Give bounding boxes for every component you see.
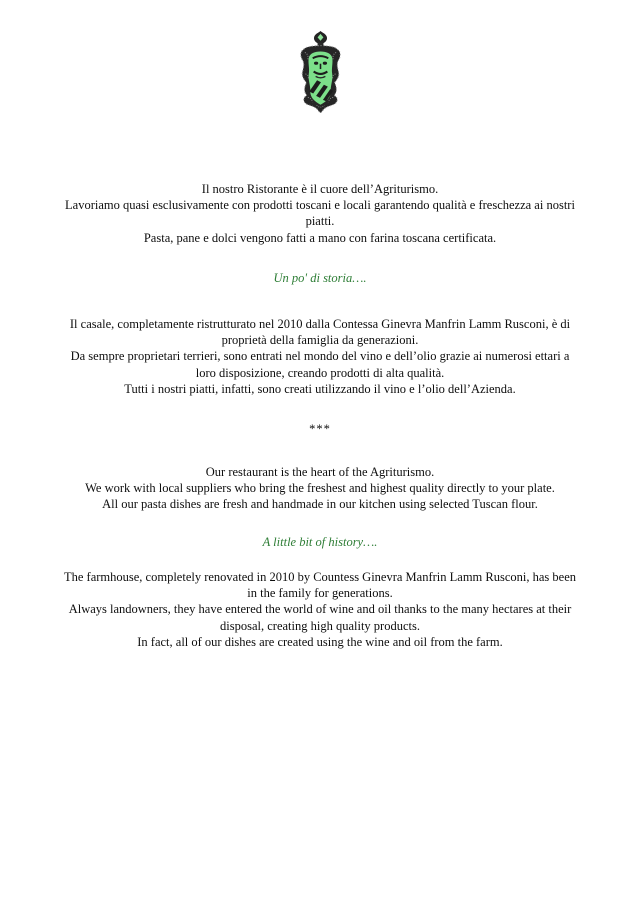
paragraph-history-english: [0, 569, 640, 650]
text-line: loro disposizione, creando prodotti di alta qualità.: [195, 365, 445, 380]
text-line: disposal, creating high quality products.: [220, 618, 420, 633]
text-line: In fact, all of our dishes are created using the wine and oil from the farm.: [137, 634, 503, 649]
section-separator: ***: [309, 422, 331, 436]
paragraph-intro-italian: [0, 181, 640, 246]
paragraph-history-italian: [0, 316, 640, 397]
text-line: Pasta, pane e dolci vengono fatti a mano con farina toscana certificata.: [143, 230, 497, 245]
heading-storia-italian: Un po' di storia….: [273, 271, 367, 285]
text-line: proprietà della famiglia da generazioni.: [221, 333, 419, 348]
paragraph-intro-english: [0, 464, 640, 513]
text-line: Il nostro Ristorante è il cuore dell’Agriturismo.: [201, 182, 439, 196]
heading-history-english: A little bit of history….: [262, 535, 378, 549]
text-line: Il casale, completamente ristrutturato nel 2010 dalla Contessa Ginevra Manfrin Lamm Rusconi, è di: [69, 317, 571, 331]
text-line: The farmhouse, completely renovated in 2010 by Countess Ginevra Manfrin Lamm Rusconi, has been: [63, 570, 577, 584]
text-line: Always landowners, they have entered the world of wine and oil thanks to the many hectares at their: [68, 602, 572, 617]
text-line: Tutti i nostri piatti, infatti, sono creati utilizzando il vino e l’olio dell’Azienda.: [124, 381, 516, 396]
text-line: Our restaurant is the heart of the Agriturismo.: [205, 465, 435, 479]
text-line: Da sempre proprietari terrieri, sono entrati nel mondo del vino e dell’olio grazie ai numerosi ettari a: [70, 349, 570, 364]
crest-logo: [0, 31, 640, 113]
text-line: All our pasta dishes are fresh and handmade in our kitchen using selected Tuscan flour.: [102, 497, 538, 512]
text-line: piatti.: [305, 214, 335, 229]
text-line: We work with local suppliers who bring the freshest and highest quality directly to your plate.: [85, 481, 555, 496]
coat-of-arms-icon: [296, 31, 345, 113]
text-line: in the family for generations.: [247, 586, 393, 601]
text-line: Lavoriamo quasi esclusivamente con prodotti toscani e locali garantendo qualità e freschezza ai nostri: [65, 198, 575, 213]
